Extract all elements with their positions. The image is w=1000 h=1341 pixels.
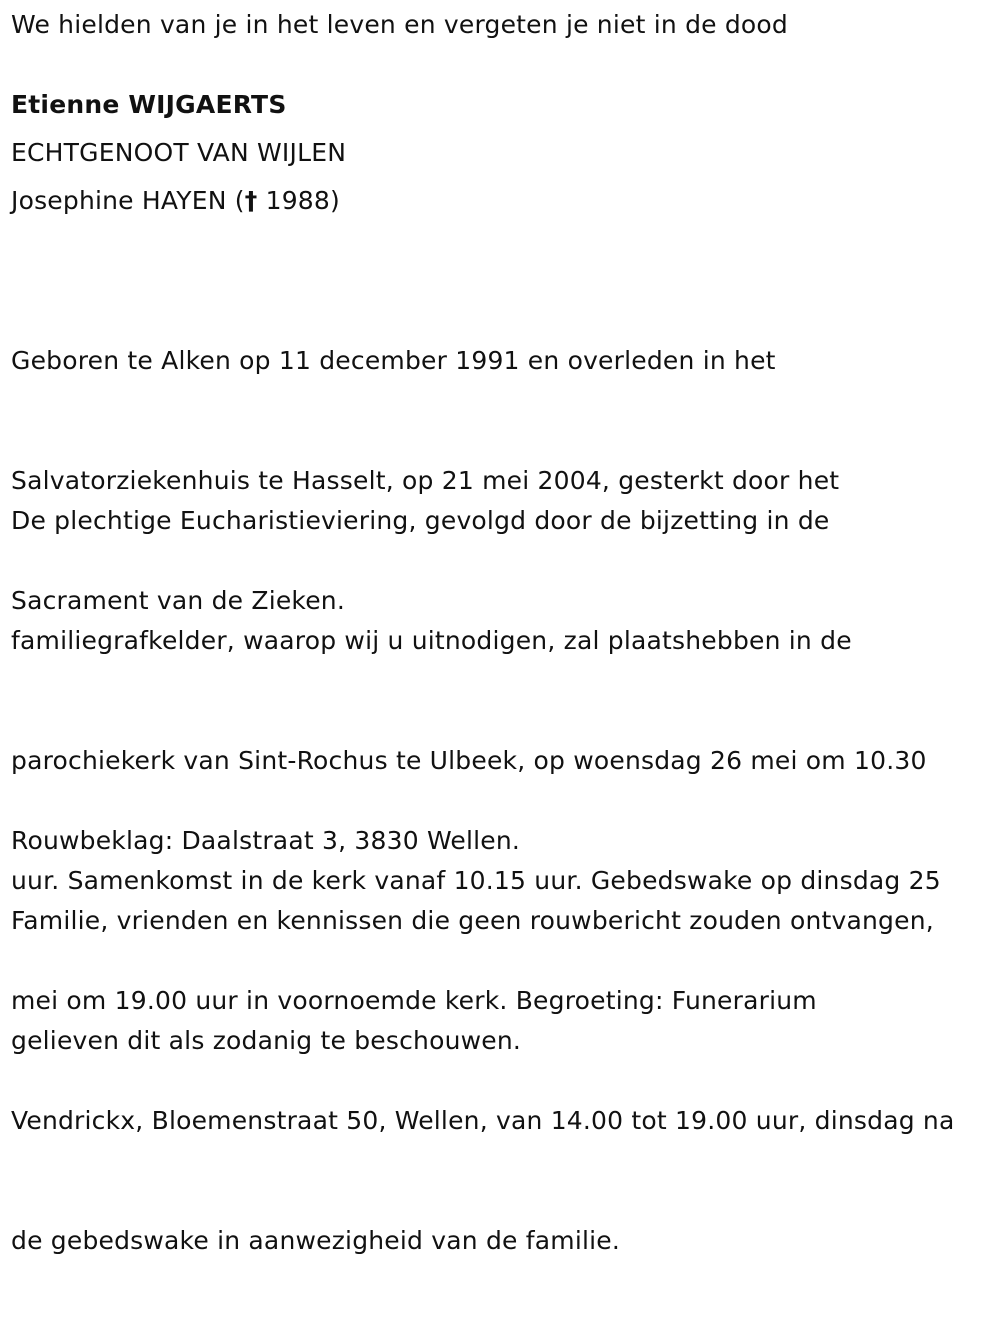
spouse-death-year: 1988) bbox=[257, 186, 340, 215]
paragraph-line: de gebedswake in aanwezigheid van de familie. bbox=[11, 1226, 620, 1255]
motto-line: We hielden van je in het leven en vergeten je niet in de dood bbox=[11, 10, 788, 39]
relation-label: ECHTGENOOT VAN WIJLEN bbox=[11, 138, 347, 167]
paragraph-line: gelieven dit als zodanig te beschouwen. bbox=[11, 1026, 522, 1055]
paragraph-line: Geboren te Alken op 11 december 1991 en overleden in het bbox=[11, 346, 776, 375]
paragraph-line: Rouwbeklag: Daalstraat 3, 3830 Wellen. bbox=[11, 826, 521, 855]
paragraph-line: Salvatorziekenhuis te Hasselt, op 21 mei 2004, gesterkt door het bbox=[11, 466, 840, 495]
spouse-name: Josephine HAYEN ( bbox=[11, 186, 245, 215]
paragraph-line: uur. Samenkomst in de kerk vanaf 10.15 uur. Gebedswake op dinsdag 25 bbox=[11, 866, 941, 895]
deceased-name: Etienne WIJGAERTS bbox=[11, 90, 287, 119]
paragraph-line: Sacrament van de Zieken. bbox=[11, 586, 345, 615]
paragraph-line: Familie, vrienden en kennissen die geen rouwbericht zouden ontvangen, bbox=[11, 906, 934, 935]
family-paragraph bbox=[11, 821, 991, 1141]
paragraph-line: parochiekerk van Sint-Rochus te Ulbeek, op woensdag 26 mei om 10.30 bbox=[11, 746, 927, 775]
paragraph-line: Vendrickx, Bloemenstraat 50, Wellen, van 14.00 tot 19.00 uur, dinsdag na bbox=[11, 1106, 955, 1135]
paragraph-line: De plechtige Eucharistieviering, gevolgd door de bijzetting in de bbox=[11, 506, 830, 535]
spouse-line bbox=[11, 181, 340, 221]
cross-icon: † bbox=[244, 186, 258, 215]
paragraph-line: familiegrafkelder, waarop wij u uitnodigen, zal plaatshebben in de bbox=[11, 626, 852, 655]
paragraph-line: mei om 19.00 uur in voornoemde kerk. Begroeting: Funerarium bbox=[11, 986, 817, 1015]
